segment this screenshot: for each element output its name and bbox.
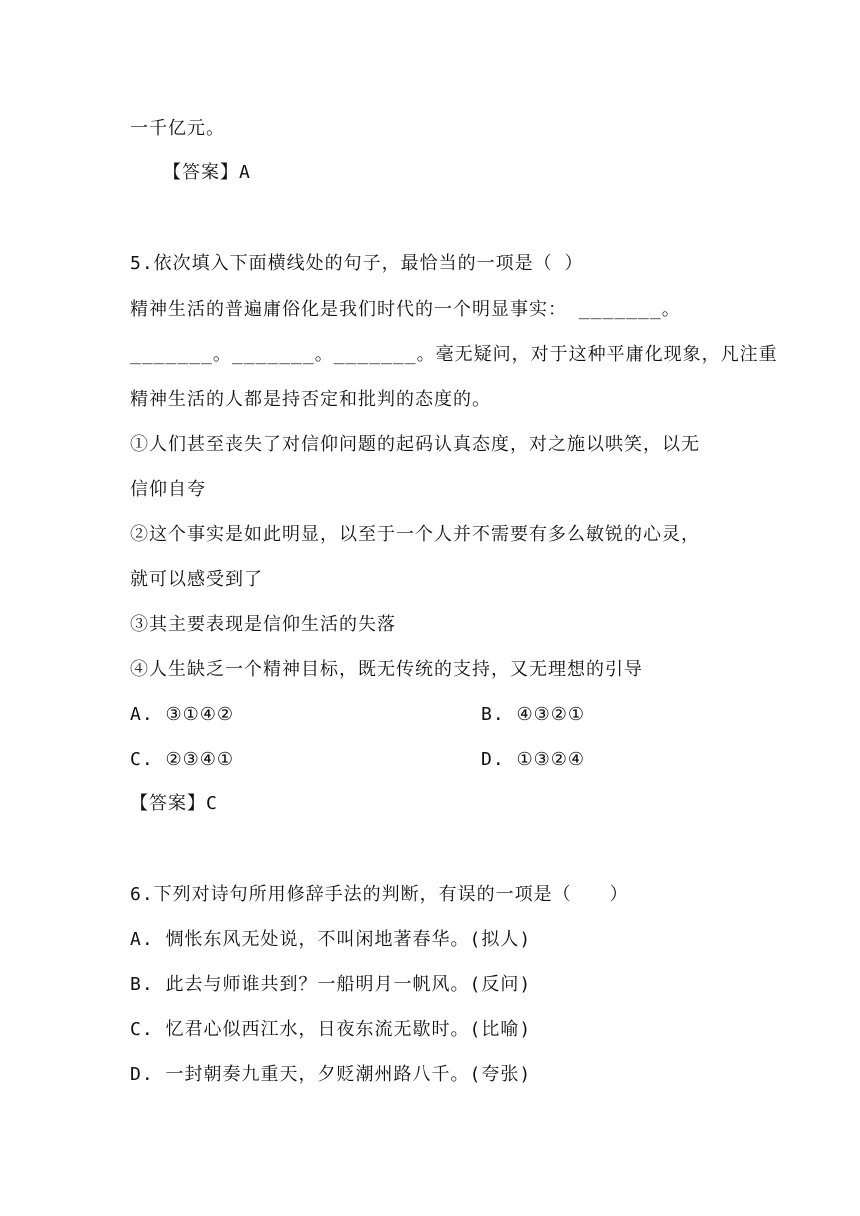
q5-sentence-4: ④人生缺乏一个精神目标，既无传统的支持，又无理想的引导	[130, 659, 643, 680]
q5-passage-line-1: 精神生活的普遍庸俗化是我们时代的一个明显事实： _______。	[130, 299, 681, 320]
q5-option-a: A. ③①④②	[130, 704, 235, 725]
q5-stem: 5.依次填入下面横线处的句子，最恰当的一项是（ ）	[130, 253, 584, 274]
q5-option-b: B. ④③②①	[481, 704, 586, 725]
intro-answer: 【答案】A	[163, 162, 251, 183]
q5-sentence-1-cont: 信仰自夸	[130, 479, 206, 500]
q5-passage-line-2: _______。_______。_______。毫无疑问，对于这种平庸化现象，凡注重	[130, 344, 778, 365]
q5-sentence-3: ③其主要表现是信仰生活的失落	[130, 614, 396, 635]
q5-sentence-2-cont: 就可以感受到了	[130, 569, 263, 590]
q5-sentence-1: ①人们甚至丧失了对信仰问题的起码认真态度，对之施以哄笑，以无	[130, 434, 700, 455]
intro-tail-text: 一千亿元。	[130, 118, 225, 139]
q5-option-c: C. ②③④①	[130, 749, 235, 770]
q5-option-d: D. ①③②④	[481, 749, 586, 770]
q6-stem: 6.下列对诗句所用修辞手法的判断，有误的一项是（ ）	[130, 884, 629, 905]
q6-option-d: D. 一封朝奏九重天，夕贬潮州路八千。(夸张)	[130, 1064, 532, 1085]
q6-option-b: B. 此去与师谁共到？一船明月一帆风。(反问)	[130, 974, 532, 995]
q6-option-c: C. 忆君心似西江水，日夜东流无歇时。(比喻)	[130, 1019, 532, 1040]
q5-passage-line-3: 精神生活的人都是持否定和批判的态度的。	[130, 389, 491, 410]
q5-answer: 【答案】C	[130, 793, 218, 814]
q5-sentence-2: ②这个事实是如此明显，以至于一个人并不需要有多么敏锐的心灵，	[130, 524, 700, 545]
q6-option-a: A. 惆怅东风无处说，不叫闲地著春华。(拟人)	[130, 929, 532, 950]
